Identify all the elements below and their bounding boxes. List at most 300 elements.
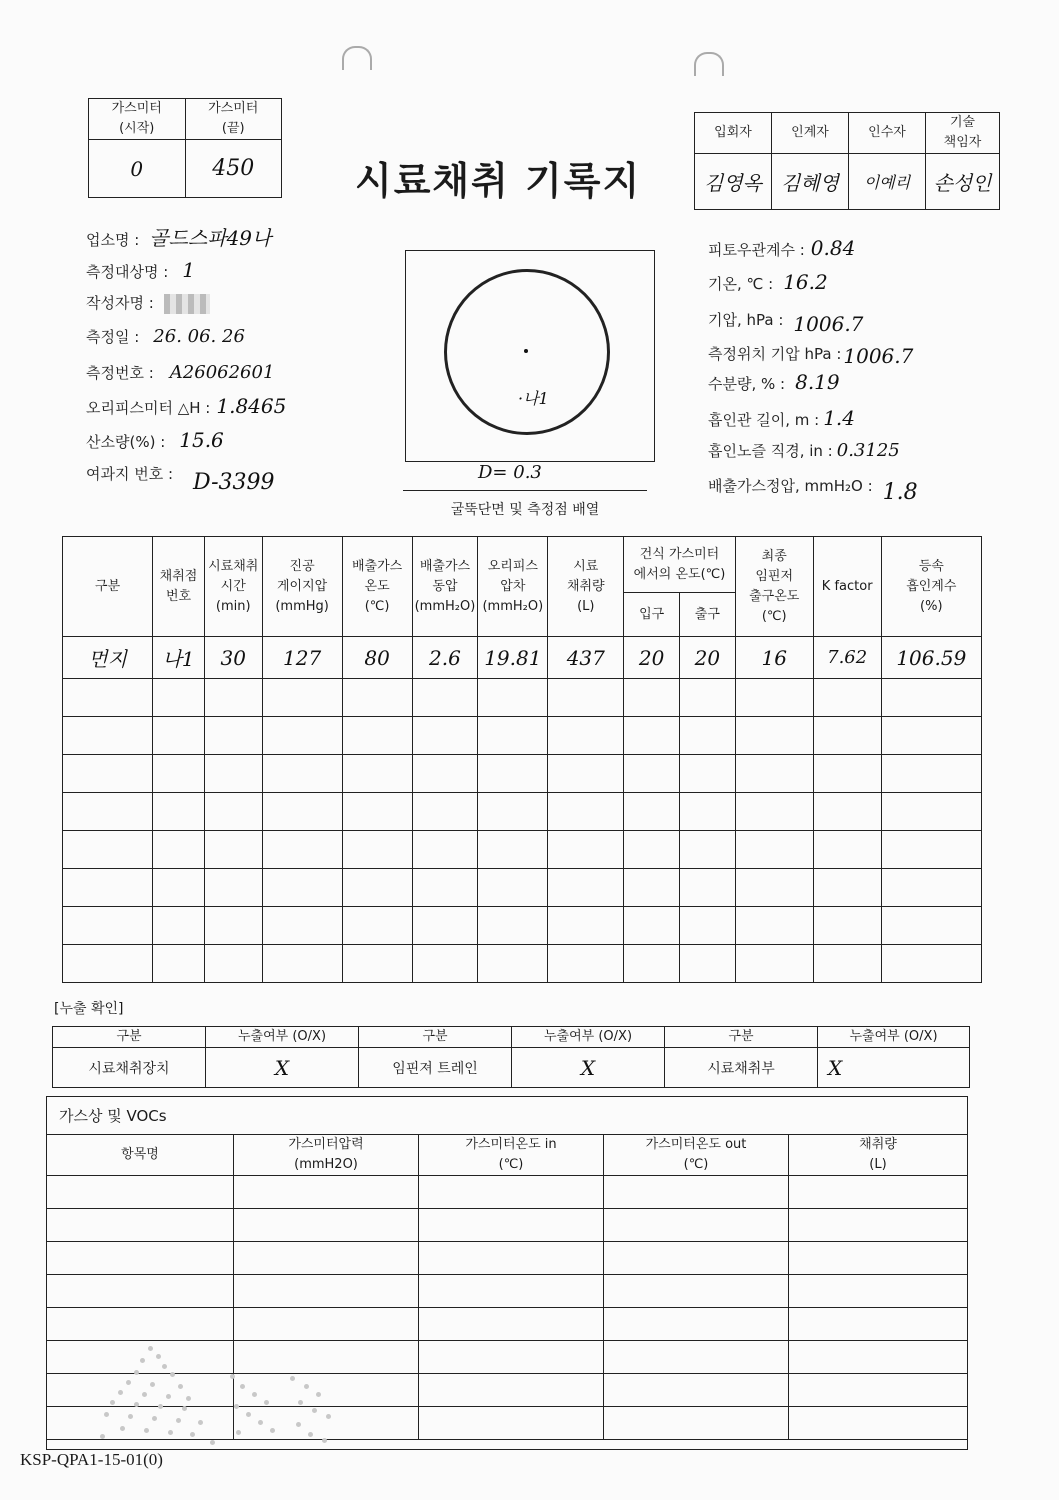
empty-cell [63, 755, 153, 793]
empty-cell [813, 717, 881, 755]
dot-mark [158, 1404, 163, 1409]
empty-cell [604, 1374, 789, 1407]
vocs-header: 가스미터온도 out (℃) [604, 1135, 789, 1176]
dot-mark [190, 1432, 195, 1437]
measure-point-dot [524, 349, 528, 353]
empty-cell [419, 1341, 604, 1374]
empty-cell [342, 717, 412, 755]
empty-cell [735, 755, 813, 793]
leak-item-label: 시료채취부 [665, 1048, 818, 1088]
empty-cell [789, 1209, 968, 1242]
leak-item-result: X [206, 1048, 359, 1088]
dot-mark [182, 1406, 187, 1411]
field-label: 배출가스정압, mmH₂O : [708, 477, 873, 495]
cell-gas-temp: 80 [342, 637, 412, 679]
empty-cell [342, 793, 412, 831]
empty-cell [342, 831, 412, 869]
empty-cell [680, 907, 736, 945]
field-label: 오리피스미터 △H : [86, 399, 211, 417]
dot-mark [236, 1430, 241, 1435]
empty-cell [153, 831, 205, 869]
empty-cell [412, 679, 478, 717]
empty-cell [789, 1176, 968, 1209]
empty-cell [680, 755, 736, 793]
col-header: K factor [813, 537, 881, 637]
empty-cell [47, 1275, 234, 1308]
dot-mark [240, 1384, 245, 1389]
empty-cell [604, 1209, 789, 1242]
leak-header: 누출여부 (O/X) [512, 1027, 665, 1048]
gasmeter-end-header: 가스미터 (끝) [185, 99, 282, 140]
empty-cell [813, 945, 881, 983]
col-header: 출구 [680, 593, 736, 637]
empty-cell [204, 755, 262, 793]
dot-mark [258, 1420, 263, 1425]
field-label: 수분량, % : [708, 375, 786, 393]
empty-cell [234, 1275, 419, 1308]
empty-cell [548, 717, 624, 755]
empty-cell [813, 869, 881, 907]
empty-cell [881, 679, 981, 717]
leak-check-table [52, 1026, 970, 1088]
empty-cell [153, 755, 205, 793]
col-header: 시료 채취량 (L) [548, 537, 624, 637]
dot-mark [144, 1428, 149, 1433]
empty-cell [262, 945, 342, 983]
leak-header: 구분 [665, 1027, 818, 1048]
col-header: 오리피스 압차 (mmH₂O) [478, 537, 548, 637]
dot-mark [104, 1412, 109, 1417]
empty-cell [47, 1308, 234, 1341]
empty-cell [680, 793, 736, 831]
empty-cell [234, 1242, 419, 1275]
cell-time: 30 [204, 637, 262, 679]
empty-cell [813, 755, 881, 793]
empty-cell [342, 679, 412, 717]
empty-cell [478, 679, 548, 717]
col-header: 시료채취 시간 (min) [204, 537, 262, 637]
punch-hole-left [342, 46, 372, 70]
table-row [63, 717, 982, 755]
empty-cell [153, 717, 205, 755]
col-header: 진공 게이지압 (mmHg) [262, 537, 342, 637]
empty-cell [881, 907, 981, 945]
empty-cell [624, 945, 680, 983]
empty-cell [204, 907, 262, 945]
field-label: 측정일 : [86, 328, 140, 346]
empty-cell [412, 907, 478, 945]
gasmeter-start-header: 가스미터 (시작) [89, 99, 186, 140]
empty-cell [478, 717, 548, 755]
table-row [63, 637, 982, 679]
empty-cell [680, 831, 736, 869]
empty-cell [478, 831, 548, 869]
empty-cell [412, 717, 478, 755]
field-value: 골드스파49나 [149, 226, 272, 250]
empty-cell [548, 793, 624, 831]
empty-cell [881, 945, 981, 983]
dot-mark [186, 1396, 191, 1401]
col-header: 입구 [624, 593, 680, 637]
empty-cell [624, 679, 680, 717]
stack-diagram-caption: 굴뚝단면 및 측정점 배열 [450, 502, 600, 518]
field-value: 1006.7 [793, 312, 864, 336]
field-label: 흡인노즐 직경, in : [708, 442, 833, 460]
dot-mark [312, 1408, 317, 1413]
dot-mark [298, 1400, 303, 1405]
empty-cell [478, 755, 548, 793]
empty-cell [342, 907, 412, 945]
cell-category: 먼지 [63, 637, 153, 679]
empty-cell [342, 869, 412, 907]
empty-cell [813, 679, 881, 717]
empty-cell [419, 1407, 604, 1440]
cell-kfactor: 7.62 [813, 637, 881, 679]
empty-cell [204, 679, 262, 717]
field-label: 기온, ℃ : [708, 275, 774, 293]
dot-mark [304, 1384, 309, 1389]
field-value: 1.8465 [216, 394, 287, 418]
field-value: D-3399 [193, 470, 275, 495]
empty-cell [735, 945, 813, 983]
dot-mark [270, 1428, 275, 1433]
empty-cell [604, 1242, 789, 1275]
empty-cell [262, 831, 342, 869]
empty-cell [419, 1275, 604, 1308]
dot-mark [326, 1414, 331, 1419]
cell-orifice: 19.81 [478, 637, 548, 679]
cell-sample-vol: 437 [548, 637, 624, 679]
approval-header: 입회자 [695, 113, 772, 154]
empty-cell [604, 1176, 789, 1209]
field-value: 26. 06. 26 [153, 326, 245, 347]
empty-cell [419, 1242, 604, 1275]
empty-cell [680, 717, 736, 755]
empty-cell [548, 869, 624, 907]
empty-cell [63, 717, 153, 755]
empty-cell [153, 907, 205, 945]
empty-cell [262, 793, 342, 831]
cell-inlet-temp: 20 [624, 637, 680, 679]
empty-cell [548, 907, 624, 945]
empty-cell [604, 1275, 789, 1308]
empty-cell [624, 755, 680, 793]
dot-mark [120, 1426, 125, 1431]
redacted-name [164, 294, 210, 314]
stack-diameter: D= 0.3 [478, 462, 542, 483]
empty-cell [63, 869, 153, 907]
empty-cell [412, 793, 478, 831]
empty-cell [234, 1176, 419, 1209]
empty-cell [63, 679, 153, 717]
col-header: 배출가스 온도 (℃) [342, 537, 412, 637]
table-row [63, 679, 982, 717]
dot-mark [166, 1394, 171, 1399]
dot-mark [234, 1404, 239, 1409]
field-value: 1.8 [882, 480, 918, 505]
empty-cell [204, 945, 262, 983]
empty-cell [548, 755, 624, 793]
empty-cell [262, 869, 342, 907]
dot-mark [252, 1392, 257, 1397]
table-row [63, 945, 982, 983]
field-label: 산소량(%) : [86, 433, 166, 451]
dot-mark [168, 1430, 173, 1435]
table-row [63, 869, 982, 907]
empty-cell [47, 1242, 234, 1275]
empty-cell [881, 755, 981, 793]
dot-mark [316, 1392, 321, 1397]
empty-cell [412, 755, 478, 793]
empty-cell [153, 793, 205, 831]
empty-cell [204, 717, 262, 755]
empty-cell [63, 793, 153, 831]
empty-cell [478, 869, 548, 907]
table-row [47, 1176, 968, 1209]
empty-cell [735, 679, 813, 717]
empty-cell [680, 679, 736, 717]
leak-header: 누출여부 (O/X) [818, 1027, 970, 1048]
empty-cell [624, 717, 680, 755]
dot-mark [152, 1416, 157, 1421]
field-value: 1 [182, 258, 196, 282]
empty-cell [548, 945, 624, 983]
dot-mark [118, 1390, 123, 1395]
dot-mark [230, 1374, 235, 1379]
field-label: 측정대상명 : [86, 263, 169, 281]
dot-mark [308, 1432, 313, 1437]
empty-cell [47, 1209, 234, 1242]
leak-item-label: 임핀져 트레인 [359, 1048, 512, 1088]
empty-cell [789, 1341, 968, 1374]
empty-cell [881, 717, 981, 755]
approval-header: 인수자 [849, 113, 926, 154]
gasmeter-table [88, 98, 282, 198]
empty-cell [262, 907, 342, 945]
approval-header: 인계자 [772, 113, 849, 154]
empty-rows [63, 679, 982, 983]
dot-mark [140, 1358, 145, 1363]
empty-cell [624, 907, 680, 945]
empty-cell [153, 679, 205, 717]
cell-impinger-temp: 16 [735, 637, 813, 679]
page-title: 시료채취 기록지 [355, 159, 642, 203]
dot-mark [296, 1422, 301, 1427]
empty-cell [262, 717, 342, 755]
empty-cell [789, 1275, 968, 1308]
measure-point-label: ·나1 [518, 389, 549, 408]
empty-cell [735, 869, 813, 907]
empty-cell [412, 831, 478, 869]
empty-cell [789, 1308, 968, 1341]
approval-header: 기술 책임자 [926, 113, 1000, 154]
empty-cell [604, 1308, 789, 1341]
table-row [63, 755, 982, 793]
col-header: 건식 가스미터 에서의 온도(℃) [624, 537, 735, 593]
field-label: 피토우관계수 : [708, 241, 805, 259]
vocs-header: 가스미터온도 in (℃) [419, 1135, 604, 1176]
empty-cell [881, 869, 981, 907]
field-label: 작성자명 : [86, 294, 154, 312]
col-header: 구분 [63, 537, 153, 637]
dot-mark [322, 1438, 327, 1443]
empty-cell [204, 869, 262, 907]
empty-cell [735, 831, 813, 869]
empty-cell [63, 907, 153, 945]
empty-cell [881, 793, 981, 831]
empty-cell [604, 1407, 789, 1440]
empty-cell [234, 1308, 419, 1341]
dot-mark [162, 1364, 167, 1369]
empty-cell [153, 945, 205, 983]
empty-cell [813, 907, 881, 945]
gasmeter-end-value: 450 [185, 140, 282, 198]
empty-cell [419, 1176, 604, 1209]
empty-cell [680, 945, 736, 983]
empty-cell [204, 793, 262, 831]
table-row [63, 831, 982, 869]
dot-mark [148, 1346, 153, 1351]
field-value: 15.6 [179, 428, 224, 452]
approval-table [694, 112, 1000, 210]
field-value: 0.3125 [836, 440, 900, 461]
empty-cell [813, 793, 881, 831]
empty-cell [735, 793, 813, 831]
empty-cell [624, 869, 680, 907]
table-row [63, 907, 982, 945]
dot-mark [150, 1382, 155, 1387]
dot-mark [126, 1380, 131, 1385]
dot-mark [210, 1440, 215, 1445]
leak-check-title: [누출 확인] [54, 1001, 124, 1017]
empty-cell [478, 945, 548, 983]
dot-mark [110, 1400, 115, 1405]
empty-cell [47, 1176, 234, 1209]
vocs-header: 가스미터압력 (mmH2O) [234, 1135, 419, 1176]
empty-cell [735, 717, 813, 755]
dot-mark [198, 1420, 203, 1425]
form-code: KSP-QPA1-15-01(0) [20, 1450, 163, 1469]
cell-outlet-temp: 20 [680, 637, 736, 679]
stack-diagram-box [405, 250, 655, 462]
empty-cell [624, 793, 680, 831]
empty-cell [419, 1374, 604, 1407]
dot-mark [142, 1392, 147, 1397]
empty-cell [881, 831, 981, 869]
empty-cell [204, 831, 262, 869]
empty-cell [789, 1242, 968, 1275]
dot-mark [246, 1412, 251, 1417]
field-label: 흡인관 길이, m : [708, 411, 820, 429]
vocs-header: 항목명 [47, 1135, 234, 1176]
signature: 김혜영 [772, 154, 849, 210]
signature: 이예리 [849, 154, 926, 210]
dot-mark [100, 1434, 105, 1439]
field-value: 1.4 [823, 406, 856, 430]
table-row [47, 1308, 968, 1341]
empty-cell [548, 679, 624, 717]
field-label: 측정번호 : [86, 364, 154, 382]
field-label: 여과지 번호 : [86, 465, 174, 483]
signature: 김영옥 [695, 154, 772, 210]
empty-cell [813, 831, 881, 869]
col-header: 최종 임핀저 출구온도 (℃) [735, 537, 813, 637]
field-value: 8.19 [795, 370, 840, 394]
cell-point-no: 나1 [153, 637, 205, 679]
dot-mark [290, 1376, 295, 1381]
leak-header: 누출여부 (O/X) [206, 1027, 359, 1048]
leak-item-result: X [512, 1048, 665, 1088]
table-row [47, 1242, 968, 1275]
leak-header: 구분 [53, 1027, 206, 1048]
cell-isokinetic: 106.59 [881, 637, 981, 679]
diagram-divider [403, 490, 647, 491]
empty-cell [63, 945, 153, 983]
empty-cell [342, 755, 412, 793]
dot-mark [178, 1384, 183, 1389]
col-header: 등속 흡인계수 (%) [881, 537, 981, 637]
dot-mark [134, 1402, 139, 1407]
gasmeter-start-value: 0 [89, 140, 186, 198]
dot-mark [156, 1354, 161, 1359]
dot-mark [176, 1418, 181, 1423]
empty-cell [153, 869, 205, 907]
empty-cell [262, 755, 342, 793]
field-value: 16.2 [783, 270, 828, 294]
empty-cell [789, 1407, 968, 1440]
empty-cell [478, 793, 548, 831]
leak-item-label: 시료채취장치 [53, 1048, 206, 1088]
cell-dyn-pressure: 2.6 [412, 637, 478, 679]
empty-cell [680, 869, 736, 907]
empty-cell [624, 831, 680, 869]
empty-cell [63, 831, 153, 869]
vocs-header: 채취량 (L) [789, 1135, 968, 1176]
field-label: 측정위치 기압 hPa : [708, 345, 842, 363]
empty-cell [604, 1341, 789, 1374]
faint-stamp-marks [90, 1340, 340, 1450]
empty-cell [262, 679, 342, 717]
dot-mark [128, 1414, 133, 1419]
empty-cell [789, 1374, 968, 1407]
empty-cell [412, 869, 478, 907]
table-row [47, 1275, 968, 1308]
empty-cell [234, 1209, 419, 1242]
field-value: 1006.7 [843, 344, 914, 368]
vocs-title: 가스상 및 VOCs [59, 1107, 167, 1125]
empty-cell [419, 1308, 604, 1341]
table-row [47, 1209, 968, 1242]
sampling-table [62, 536, 982, 983]
field-label: 업소명 : [86, 231, 140, 249]
dot-mark [170, 1372, 175, 1377]
empty-cell [342, 945, 412, 983]
col-header: 채취점 번호 [153, 537, 205, 637]
leak-item-result: X [818, 1048, 970, 1088]
empty-cell [735, 907, 813, 945]
field-value: 0.84 [810, 236, 856, 260]
leak-header: 구분 [359, 1027, 512, 1048]
field-value: A26062601 [169, 362, 275, 383]
cell-vacuum: 127 [262, 637, 342, 679]
empty-cell [548, 831, 624, 869]
table-row [63, 793, 982, 831]
signature: 손성인 [926, 154, 1000, 210]
punch-hole-right [694, 52, 724, 76]
dot-mark [134, 1370, 139, 1375]
col-header: 배출가스 동압 (mmH₂O) [412, 537, 478, 637]
dot-mark [264, 1400, 269, 1405]
